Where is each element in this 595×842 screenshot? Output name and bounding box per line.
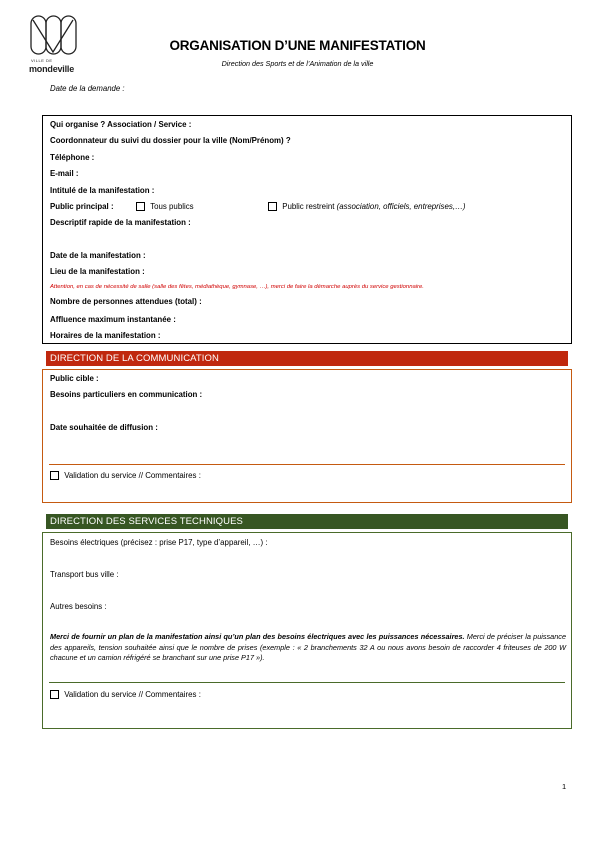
techniques-note [50, 632, 566, 664]
checkbox-public-restreint[interactable] [268, 202, 277, 211]
field-transport-bus[interactable]: Transport bus ville : [50, 570, 119, 579]
public-restreint-label: Public restreint [282, 202, 335, 211]
communication-validation-label: Validation du service // Commentaires : [64, 471, 201, 480]
field-besoins-communication[interactable]: Besoins particuliers en communication : [50, 390, 203, 399]
organisation-section [42, 115, 572, 344]
techniques-note-bold: Merci de fournir un plan de la manifestation ainsi qu’un plan des besoins électriques avec les puissances nécessaires. [50, 632, 465, 641]
techniques-validation-label: Validation du service // Commentaires : [64, 690, 201, 699]
logo-name: mondeville [29, 64, 75, 74]
page-subtitle: Direction des Sports et de l’Animation de la ville [221, 59, 374, 68]
page-number: 1 [562, 782, 567, 791]
field-date-diffusion[interactable]: Date souhaitée de diffusion : [50, 423, 158, 432]
checkbox-validation-communication[interactable] [50, 471, 59, 480]
techniques-note-rest: Merci de préciser la puissance des appareils, tension souhaitée ainsi que le nombre de prises (exemple : « 2 branchements 32 A ou nous avons besoin de raccorder 4 friteuses de 200 W chacune et un camion réfrigéré se branchant sur une prise P17 »). [50, 632, 567, 662]
field-besoins-electriques[interactable]: Besoins électriques (précisez : prise P17, type d’appareil, …) : [50, 538, 268, 547]
techniques-section [42, 532, 572, 729]
salle-warning: Attention, en cas de nécessité de salle (salle des fêtes, médiathèque, gymnase, …), merci de faire la démarche auprès du service gestionnaire. [50, 284, 424, 290]
field-descriptif[interactable]: Descriptif rapide de la manifestation : [50, 218, 191, 227]
public-restreint-note: (association, officiels, entreprises,…) [336, 202, 466, 211]
date-demande-label[interactable]: Date de la demande : [50, 84, 125, 93]
logo-small-text: VILLE DE [31, 58, 53, 63]
page-title: ORGANISATION D’UNE MANIFESTATION [169, 38, 426, 53]
tous-publics-label: Tous publics [150, 202, 194, 211]
field-organise[interactable]: Qui organise ? Association / Service : [50, 120, 192, 129]
field-autres-besoins[interactable]: Autres besoins : [50, 602, 107, 611]
field-telephone[interactable]: Téléphone : [50, 153, 95, 162]
communication-section [42, 369, 572, 503]
communication-divider [49, 464, 565, 465]
field-email[interactable]: E-mail : [50, 169, 79, 178]
checkbox-tous-publics[interactable] [136, 202, 145, 211]
field-affluence[interactable]: Affluence maximum instantanée : [50, 315, 176, 324]
techniques-heading: DIRECTION DES SERVICES TECHNIQUES [46, 514, 568, 529]
field-coordonnateur[interactable]: Coordonnateur du suivi du dossier pour la ville (Nom/Prénom) ? [50, 136, 291, 145]
field-horaires[interactable]: Horaires de la manifestation : [50, 331, 161, 340]
field-intitule[interactable]: Intitulé de la manifestation : [50, 186, 155, 195]
field-public-principal [50, 202, 466, 211]
communication-validation [50, 471, 201, 480]
public-principal-label: Public principal : [50, 202, 114, 211]
field-personnes[interactable]: Nombre de personnes attendues (total) : [50, 297, 202, 306]
field-date-manifestation[interactable]: Date de la manifestation : [50, 251, 146, 260]
techniques-validation [50, 690, 201, 699]
communication-heading: DIRECTION DE LA COMMUNICATION [46, 351, 568, 366]
field-public-cible[interactable]: Public cible : [50, 374, 99, 383]
checkbox-validation-techniques[interactable] [50, 690, 59, 699]
techniques-divider [49, 682, 565, 683]
field-lieu[interactable]: Lieu de la manifestation : [50, 267, 145, 276]
